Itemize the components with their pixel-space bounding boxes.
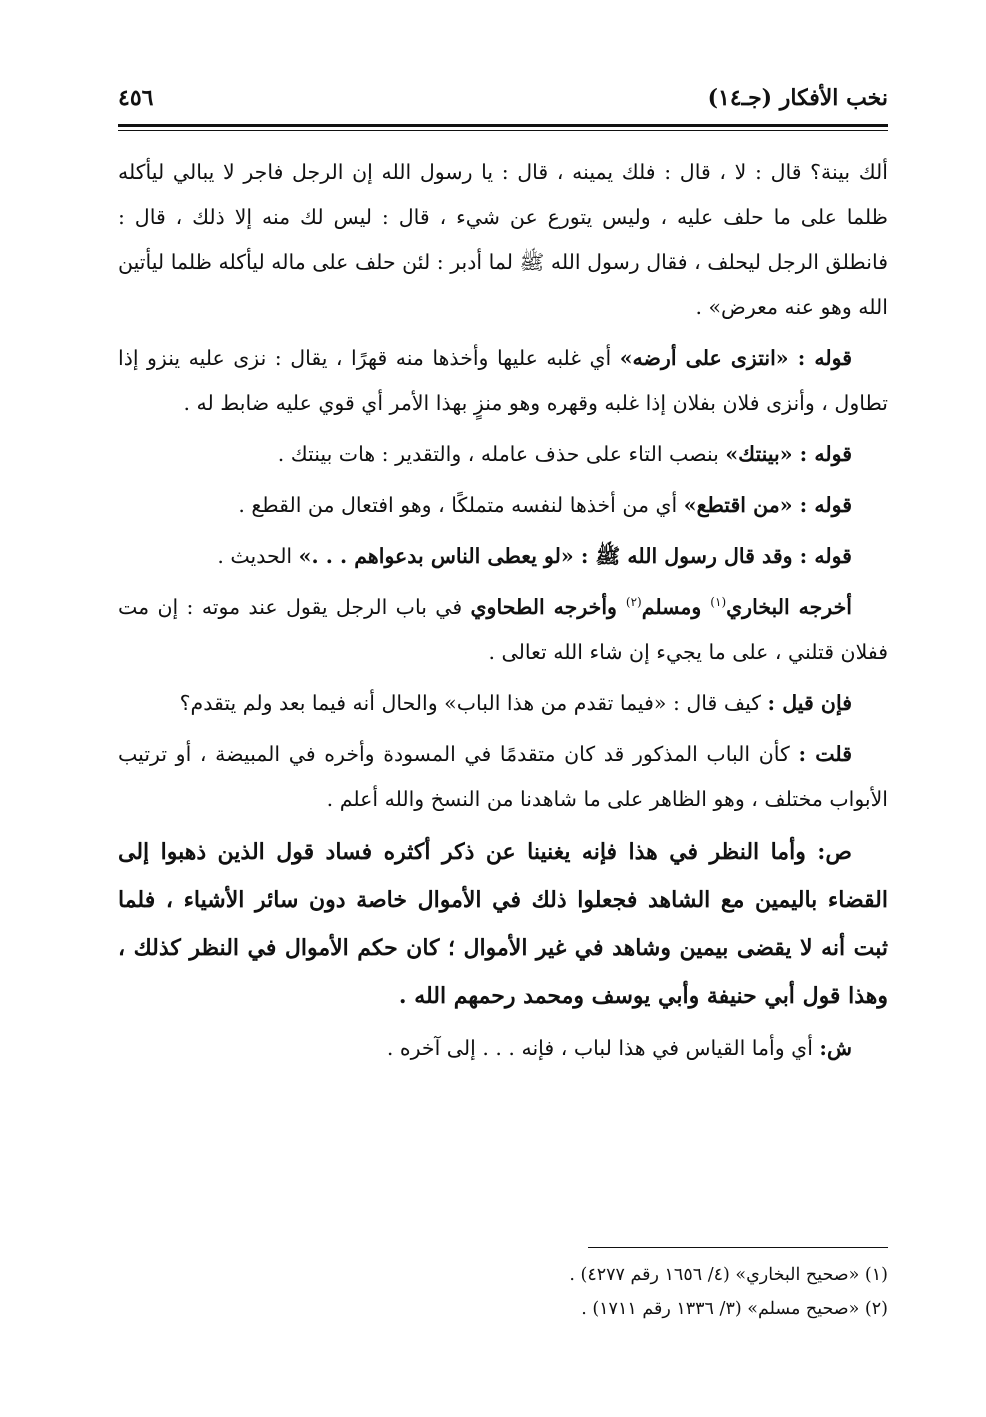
- paragraph-qultu: [118, 732, 888, 822]
- paragraph-sad-matn: ص: وأما النظر في هذا فإنه يغنينا عن ذكر أكثره فساد قول الذين ذهبوا إلى القضاء باليمين مع الشاهد فجعلوا ذلك في الأموال خاصة دون سائر الأشياء ، فلما ثبت أنه لا يقضى بيمين وشاهد في غير الأموال ؛ كان حكم الأموال في النظر كذلك ، وهذا قول أبي حنيفة وأبي يوسف ومحمد رحمهم الله .: [118, 839, 888, 1009]
- commentary-lead: قوله : «انتزى على أرضه»: [619, 346, 852, 370]
- footnote-separator: [588, 1247, 888, 1248]
- footnote-2: (٢) «صحيح مسلم» (٣/ ١٣٣٦ رقم ١٧١١) .: [581, 1299, 888, 1319]
- answer-lead: قلت :: [798, 742, 852, 766]
- commentary-lead: قوله : «من اقتطع»: [683, 493, 852, 517]
- running-title: نخب الأفكار (جـ١٤): [707, 85, 888, 111]
- paragraph-takhrij: [118, 585, 888, 675]
- sharh-lead: ش:: [819, 1036, 852, 1060]
- main-text: [118, 150, 888, 1077]
- muslim-label: ومسلم: [641, 595, 711, 619]
- paragraph-iqtata: [118, 483, 888, 528]
- takhrij-text: في باب الرجل يقول عند موته : إن مت ففلان قتلني ، على ما يجيء إن شاء الله تعالى .: [118, 595, 888, 664]
- header-rule-thick: [118, 124, 888, 127]
- page-number: ٤٥٦: [118, 85, 154, 111]
- page-header: [118, 78, 888, 118]
- paragraph-bayyinatuk: [118, 432, 888, 477]
- footnotes: [118, 1258, 888, 1326]
- tahawi-label: وأخرجه الطحاوي: [470, 595, 626, 619]
- commentary-lead: قوله : «بينتك»: [725, 442, 852, 466]
- commentary-lead: قوله : وقد قال رسول الله ﷺ : «لو يعطى الناس بدعواهم . . .»: [298, 544, 852, 568]
- commentary-text: أي من أخذها لنفسه متملكًا ، وهو افتعال من القطع .: [238, 493, 684, 517]
- question-text: كيف قال : «فيما تقدم من هذا الباب» والحال أنه فيما بعد ولم يتقدم؟: [179, 691, 768, 715]
- answer-text: كأن الباب المذكور قد كان متقدمًا في المسودة وأخره في المبيضة ، أو ترتيب الأبواب مختلف ، وهو الظاهر على ما شاهدنا من النسخ والله أعلم .: [118, 742, 888, 811]
- header-rule-thin: [118, 130, 888, 131]
- commentary-text: الحديث .: [217, 544, 299, 568]
- paragraph-shin-sharh: [118, 1026, 888, 1071]
- commentary-text: أي غلبه عليها وأخذها منه قهرًا ، يقال : نزى عليه ينزو إذا تطاول ، وأنزى فلان بفلان إذا غلبه وقهره وهو منزٍ بهذا الأمر أي قوي عليه ضابط له .: [118, 346, 888, 415]
- paragraph-hadith-continuation: ألك بينة؟ قال : لا ، قال : فلك يمينه ، قال : يا رسول الله إن الرجل فاجر لا يبالي ليأكله ظلما على ما حلف عليه ، وليس يتورع عن شيء ، قال : ليس لك منه إلا ذلك ، قال : فانطلق الرجل ليحلف ، فقال رسول الله ﷺ لما أدبر : لئن حلف على ماله ليأكله ظلما ليأتين الله وهو عنه معرض» .: [118, 160, 888, 319]
- bukhari-label: أخرجه البخاري: [726, 595, 852, 619]
- question-lead: فإن قيل :: [767, 691, 852, 715]
- sharh-text: أي وأما القياس في هذا لباب ، فإنه . . . إلى آخره .: [386, 1036, 820, 1060]
- paragraph-law-yutaa: [118, 534, 888, 579]
- paragraph-in-qila: [118, 681, 888, 726]
- commentary-text: بنصب التاء على حذف عامله ، والتقدير : هات بينتك .: [277, 442, 726, 466]
- footnote-1: (١) «صحيح البخاري» (٤/ ١٦٥٦ رقم ٤٢٧٧) .: [569, 1265, 888, 1285]
- footnote-ref-1[interactable]: (١): [710, 595, 727, 610]
- paragraph-intaza: [118, 336, 888, 426]
- footnote-ref-2[interactable]: (٢): [625, 595, 642, 610]
